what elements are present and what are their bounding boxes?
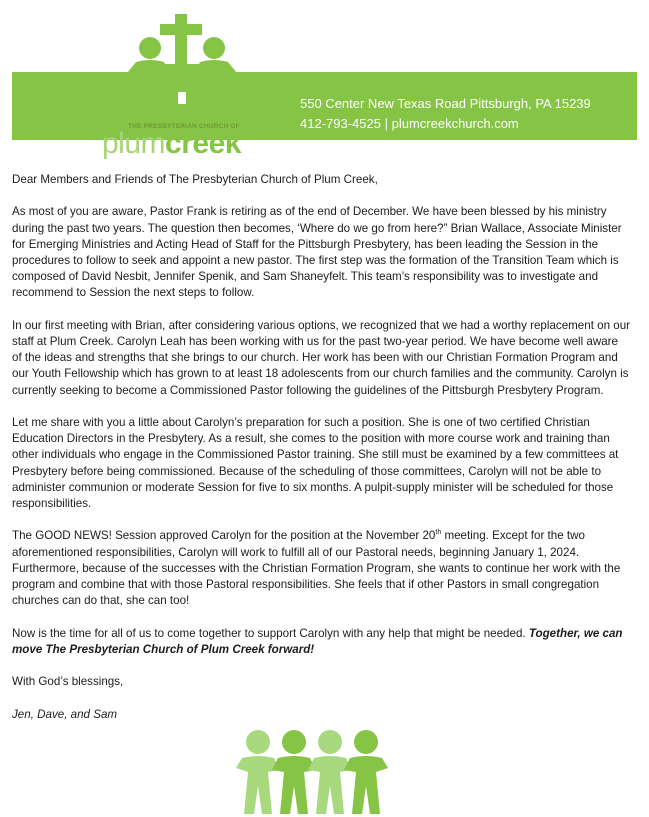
contact-separator: | [384,116,388,131]
letter-body [12,172,630,739]
salutation: Dear Members and Friends of The Presbyterian Church of Plum Creek, [12,173,378,186]
paragraph-4-end: meeting. Except for the two aforementioned responsibilities, Carolyn will work to fulfill all of our Pastoral needs, beginning January 1, 2024. Furthermore, because of the successes with the Christian Formation Program, she wants to continue her work with the program and combine that with those Pastoral responsibilities. She feels that if other Pastors in small congregation churches can do that, she can too! [12,529,621,608]
church-phone: 412-793-4525 [300,116,381,131]
paragraph-4 [12,528,630,609]
paragraph-1: As most of you are aware, Pastor Frank is retiring as of the end of December. We have been blessed by his ministry during the past two years. The question then becomes, ‘Where do we go from here?” Brian Wallace, Associate Minister for Emerging Ministries and Acting Head of Staff for the Pittsburgh Presbytery, has been leading the Session in the procedures to follow to seek and appoint a new pastor. The first step was the formation of the Transition Team which is composed of David Nesbit, Jennifer Spenik, and Sam Shaneyfelt. This team’s responsibility was to investigate and recommend to Session the next steps to follow. [12,205,622,300]
contact-info [300,94,591,134]
church-logo-icon [128,14,238,126]
logo-wordmark [102,127,241,161]
closing-emphasis: Together, we can move The Presbyterian Church of Plum Creek forward! [12,626,623,656]
church-address: 550 Center New Texas Road Pittsburgh, PA 15239 [300,96,591,111]
paragraph-4-start: The GOOD NEWS! Session approved Carolyn for the position at the November 20 [12,529,436,543]
paragraph-5-start: Now is the time for all of us to come together to support Carolyn with any help that might be needed. [12,626,529,640]
closing: With God’s blessings, [12,675,124,689]
logo-tagline: THE PRESBYTERIAN CHURCH OF [128,123,240,130]
church-website[interactable]: plumcreekchurch.com [391,116,519,131]
people-holding-hands-icon [236,728,388,816]
contact-line [300,114,591,134]
signature: Jen, Dave, and Sam [12,707,118,721]
logo-word-plum: plum [102,127,166,160]
paragraph-2: In our first meeting with Brian, after considering various options, we recognized that we had a worthy replacement on our staff at Plum Creek. Carolyn Leah has been working with us for the past two-year period. We have become well aware of the ideas and strengths that she brings to our church. Her work has been with our Christian Formation Program and our Youth Fellowship which has grown to at least 18 adolescents from our church families and the community. Carolyn is currently seeking to become a Commissioned Pastor following the guidelines of the Pittsburgh Presbytery Program. [12,318,631,397]
ordinal-suffix: th [435,529,442,537]
paragraph-5 [12,626,630,658]
logo-word-creek: creek [165,127,241,160]
paragraph-3: Let me share with you a little about Carolyn’s preparation for such a position. She is one of two certified Christian Education Directors in the Presbytery. As a result, she comes to the position with more course work and training than other individuals who engage in the Commissioned Pastor training. She still must be examined by a few committees at Presbytery before being commissioned. Because of the scheduling of those committees, Carolyn will not be able to administer communion or moderate Session for five to six months. A pulpit-supply minister will be scheduled for those responsibilities. [12,416,619,511]
